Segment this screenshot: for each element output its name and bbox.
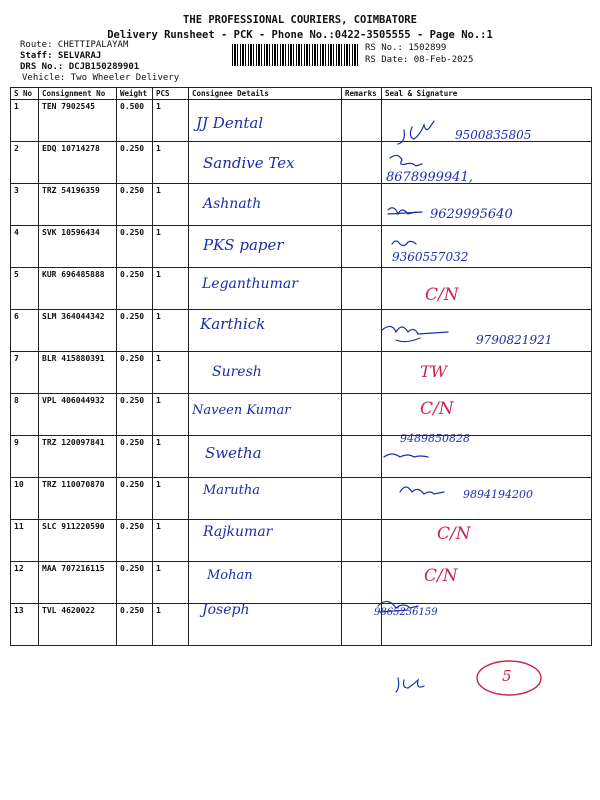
handwritten-consignee: Leganthumar (202, 276, 298, 292)
row-pcs: 1 (153, 184, 189, 226)
row-sno: 13 (11, 604, 39, 646)
row-weight: 0.500 (117, 100, 153, 142)
row-sno: 6 (11, 310, 39, 352)
signature-row10 (400, 487, 444, 494)
col-pcs: PCS (153, 88, 189, 100)
row-consignment: SVK 10596434 (39, 226, 117, 268)
handwritten-phone: 8678999941, (386, 170, 473, 185)
row-sno: 7 (11, 352, 39, 394)
row-consignment: TRZ 110070870 (39, 478, 117, 520)
row-pcs: 1 (153, 604, 189, 646)
handwritten-phone: 9629995640 (430, 207, 513, 222)
row-weight: 0.250 (117, 226, 153, 268)
row-sno: 2 (11, 142, 39, 184)
handwritten-remark-cn: C/N (424, 566, 458, 586)
row-consignment: BLR 415880391 (39, 352, 117, 394)
rs-date: RS Date: 08-Feb-2025 (365, 55, 474, 65)
row-weight: 0.250 (117, 352, 153, 394)
runsheet-subtitle: Delivery Runsheet - PCK - Phone No.:0422-3505555 - Page No.:1 (107, 29, 493, 41)
row-consignment: TRZ 54196359 (39, 184, 117, 226)
rs-number: RS No.: 1502899 (365, 43, 447, 53)
col-seal-signature: Seal & Signature (382, 88, 592, 100)
handwritten-consignee: Suresh (212, 364, 262, 380)
row-weight: 0.250 (117, 142, 153, 184)
handwritten-consignee: Naveen Kumar (192, 403, 291, 418)
handwritten-consignee: Rajkumar (203, 524, 273, 540)
handwritten-phone: 9500835805 (455, 128, 532, 142)
row-consignment: TEN 7902545 (39, 100, 117, 142)
col-remarks: Remarks (342, 88, 382, 100)
handwritten-phone: 9894194200 (463, 488, 533, 501)
row-weight: 0.250 (117, 268, 153, 310)
row-consignment: KUR 696485888 (39, 268, 117, 310)
row-sno: 11 (11, 520, 39, 562)
handwritten-remark-cn: C/N (437, 524, 471, 544)
handwritten-phone: 9360557032 (392, 250, 469, 264)
handwritten-consignee: JJ Dental (196, 114, 264, 132)
handwritten-consignee: Marutha (203, 483, 260, 498)
col-weight: Weight (117, 88, 153, 100)
row-pcs: 1 (153, 310, 189, 352)
row-consignment: MAA 707216115 (39, 562, 117, 604)
row-pcs: 1 (153, 394, 189, 436)
initial-scribble (396, 678, 424, 692)
row-consignment: SLM 364044342 (39, 310, 117, 352)
drs-number: DRS No.: DCJB150289901 (20, 62, 140, 72)
handwritten-consignee: Karthick (200, 315, 266, 333)
row-weight: 0.250 (117, 562, 153, 604)
row-consignment: TRZ 120097841 (39, 436, 117, 478)
staff-label: Staff: SELVARAJ (20, 51, 102, 61)
row-pcs: 1 (153, 268, 189, 310)
col-sno: S No (11, 88, 39, 100)
handwritten-remark-cn: C/N (420, 399, 454, 419)
handwritten-remark-cn: C/N (425, 285, 459, 305)
handwritten-consignee: Sandive Tex (203, 154, 295, 172)
row-consignment: SLC 911220590 (39, 520, 117, 562)
row-pcs: 1 (153, 142, 189, 184)
row-sno: 4 (11, 226, 39, 268)
row-pcs: 1 (153, 100, 189, 142)
vehicle-label: Vehicle: Two Wheeler Delivery (22, 73, 180, 83)
handwritten-consignee: PKS paper (203, 236, 284, 254)
handwritten-consignee: Ashnath (203, 196, 262, 212)
row-weight: 0.250 (117, 310, 153, 352)
handwritten-phone: 9865236159 (374, 607, 438, 618)
row-sno: 9 (11, 436, 39, 478)
signature-row6 (382, 326, 448, 341)
col-consignment: Consignment No (39, 88, 117, 100)
row-weight: 0.250 (117, 604, 153, 646)
signature-row13 (378, 601, 418, 612)
handwritten-consignee: Mohan (207, 568, 253, 583)
row-consignment: VPL 406044932 (39, 394, 117, 436)
row-sno: 8 (11, 394, 39, 436)
row-weight: 0.250 (117, 436, 153, 478)
signature-row2 (390, 155, 422, 166)
row-weight: 0.250 (117, 520, 153, 562)
route-label: Route: CHETTIPALAYAM (20, 40, 129, 50)
handwritten-phone: 9790821921 (476, 333, 553, 347)
company-title: THE PROFESSIONAL COURIERS, COIMBATORE (183, 14, 417, 26)
row-sno: 10 (11, 478, 39, 520)
row-weight: 0.250 (117, 478, 153, 520)
row-pcs: 1 (153, 436, 189, 478)
row-sno: 1 (11, 100, 39, 142)
handwritten-phone: 9489850828 (400, 432, 470, 445)
circled-count: 5 (502, 667, 512, 685)
row-pcs: 1 (153, 478, 189, 520)
row-pcs: 1 (153, 226, 189, 268)
row-weight: 0.250 (117, 184, 153, 226)
row-pcs: 1 (153, 352, 189, 394)
handwritten-remark-tw: TW (420, 362, 448, 381)
row-sno: 12 (11, 562, 39, 604)
signature-row9 (384, 454, 428, 457)
row-consignment: TVL 4620022 (39, 604, 117, 646)
signature-row3 (388, 208, 422, 214)
row-weight: 0.250 (117, 394, 153, 436)
row-pcs: 1 (153, 562, 189, 604)
row-sno: 3 (11, 184, 39, 226)
col-consignee: Consignee Details (189, 88, 342, 100)
signature-row1 (398, 121, 434, 144)
signature-row4 (392, 241, 416, 246)
handwritten-consignee: Swetha (205, 444, 262, 462)
handwritten-consignee: Joseph (202, 602, 250, 618)
row-sno: 5 (11, 268, 39, 310)
row-consignment: EDQ 10714278 (39, 142, 117, 184)
row-pcs: 1 (153, 520, 189, 562)
